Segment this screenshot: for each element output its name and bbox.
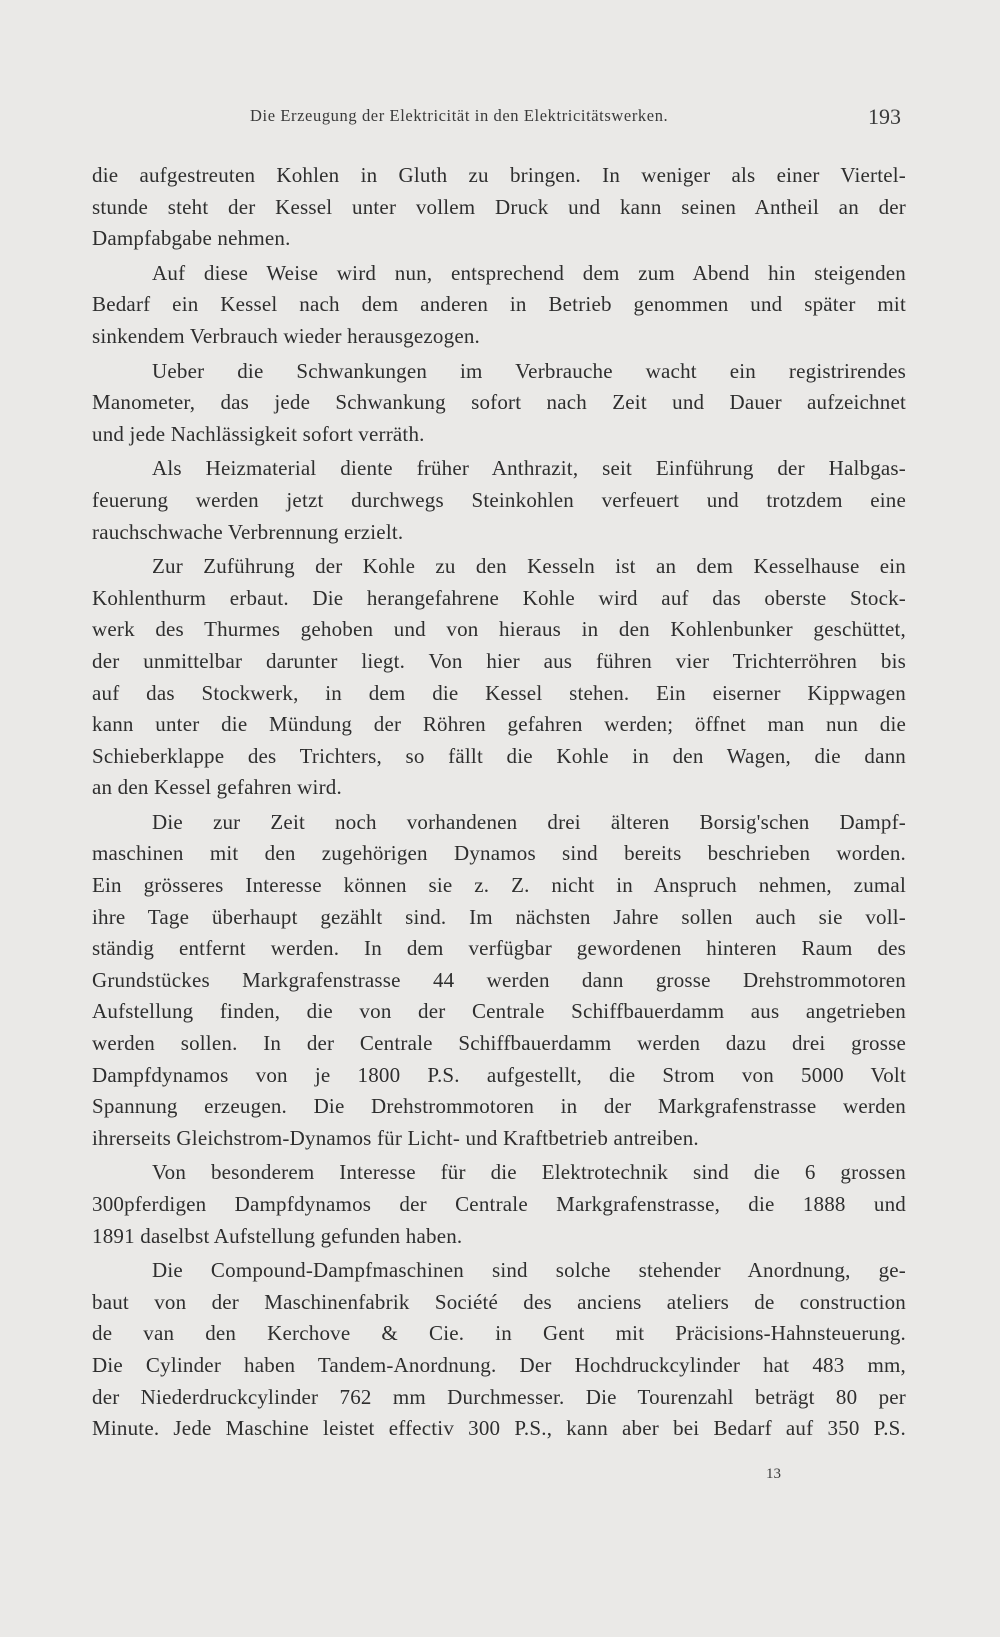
text-line: Die Cylinder haben Tandem-Anordnung. Der Hochdruckcylinder hat 483 mm,	[92, 1352, 906, 1377]
text-line: stunde steht der Kessel unter vollem Druck und kann seinen Antheil an der	[92, 194, 906, 219]
text-line: kann unter die Mündung der Röhren gefahren werden; öffnet man nun die	[92, 712, 906, 737]
text-line: Minute. Jede Maschine leistet effectiv 300 P.S., kann aber bei Bedarf auf 350 P.S.	[92, 1416, 906, 1441]
text-line: sinkendem Verbrauch wieder herausgezogen.	[92, 323, 480, 348]
text-line: 300pferdigen Dampfdynamos der Centrale Markgrafenstrasse, die 1888 und	[92, 1192, 906, 1216]
text-line: rauchschwache Verbrennung erzielt.	[92, 519, 404, 544]
text-line: feuerung werden jetzt durchwegs Steinkohlen verfeuert und trotzdem eine	[92, 487, 906, 512]
text-line: Grundstückes Markgrafenstrasse 44 werden dann grosse Drehstrommotoren	[92, 967, 906, 992]
text-line: der unmittelbar darunter liegt. Von hier aus führen vier Trichterröhren bis	[92, 648, 906, 673]
text-line: Zur Zuführung der Kohle zu den Kesseln ist an dem Kesselhause ein	[152, 554, 906, 579]
text-line: Bedarf ein Kessel nach dem anderen in Betrieb genommen und später mit	[92, 292, 906, 317]
text-line: der Niederdruckcylinder 762 mm Durchmesser. Die Tourenzahl beträgt 80 per	[92, 1384, 906, 1409]
text-line: werk des Thurmes gehoben und von hieraus in den Kohlenbunker geschüttet,	[92, 617, 906, 642]
text-line: Die zur Zeit noch vorhandenen drei älteren Borsig'schen Dampf-	[152, 809, 906, 834]
text-line: Ueber die Schwankungen im Verbrauche wacht ein registrirendes	[152, 358, 906, 383]
page-number: 193	[868, 104, 901, 129]
text-line: werden sollen. In der Centrale Schiffbauerdamm werden dazu drei grosse	[92, 1031, 906, 1056]
text-line: Als Heizmaterial diente früher Anthrazit, seit Einführung der Halbgas-	[152, 456, 906, 481]
text-line: Ein grösseres Interesse können sie z. Z. nicht in Anspruch nehmen, zumal	[92, 873, 906, 898]
text-line: Schieberklappe des Trichters, so fällt die Kohle in den Wagen, die dann	[92, 743, 906, 768]
text-line: Die Compound-Dampfmaschinen sind solche stehender Anordnung, ge-	[152, 1258, 906, 1283]
text-line: ständig entfernt werden. In dem verfügbar gewordenen hinteren Raum des	[92, 936, 906, 961]
text-line: de van den Kerchove & Cie. in Gent mit Präcisions-Hahnsteuerung.	[92, 1321, 906, 1346]
text-line: maschinen mit den zugehörigen Dynamos sind bereits beschrieben worden.	[92, 841, 906, 866]
text-line: Spannung erzeugen. Die Drehstrommotoren in der Markgrafenstrasse werden	[92, 1094, 906, 1119]
text-line: ihre Tage überhaupt gezählt sind. Im nächsten Jahre sollen auch sie voll-	[92, 904, 906, 929]
text-line: Auf diese Weise wird nun, entsprechend dem zum Abend hin steigenden	[152, 260, 906, 285]
text-line: auf das Stockwerk, in dem die Kessel stehen. Ein eiserner Kippwagen	[92, 680, 906, 705]
text-line: an den Kessel gefahren wird.	[92, 775, 342, 800]
body-text	[92, 160, 906, 1445]
text-line: Dampfdynamos von je 1800 P.S. aufgestellt, die Strom von 5000 Volt	[92, 1062, 906, 1087]
text-line: 1891 daselbst Aufstellung gefunden haben.	[92, 1223, 463, 1248]
text-line: Von besonderem Interesse für die Elektrotechnik sind die 6 grossen	[152, 1160, 906, 1185]
text-line: Kohlenthurm erbaut. Die herangefahrene Kohle wird auf das oberste Stock-	[92, 585, 906, 610]
text-line: Dampfabgabe nehmen.	[92, 226, 291, 251]
text-line: baut von der Maschinenfabrik Société des anciens ateliers de construction	[92, 1289, 906, 1314]
signature-mark: 13	[766, 1466, 781, 1482]
text-line: ihrerseits Gleichstrom-Dynamos für Licht- und Kraftbetrieb antreiben.	[92, 1125, 699, 1150]
text-line: Manometer, das jede Schwankung sofort nach Zeit und Dauer aufzeichnet	[92, 390, 906, 415]
text-line: Aufstellung finden, die von der Centrale Schiffbauerdamm aus angetrieben	[92, 999, 906, 1024]
text-line: die aufgestreuten Kohlen in Gluth zu bringen. In weniger als einer Viertel-	[92, 163, 906, 187]
text-line: und jede Nachlässigkeit sofort verräth.	[92, 421, 425, 446]
running-head: Die Erzeugung der Elektricität in den Elektricitätswerken.	[250, 106, 669, 125]
